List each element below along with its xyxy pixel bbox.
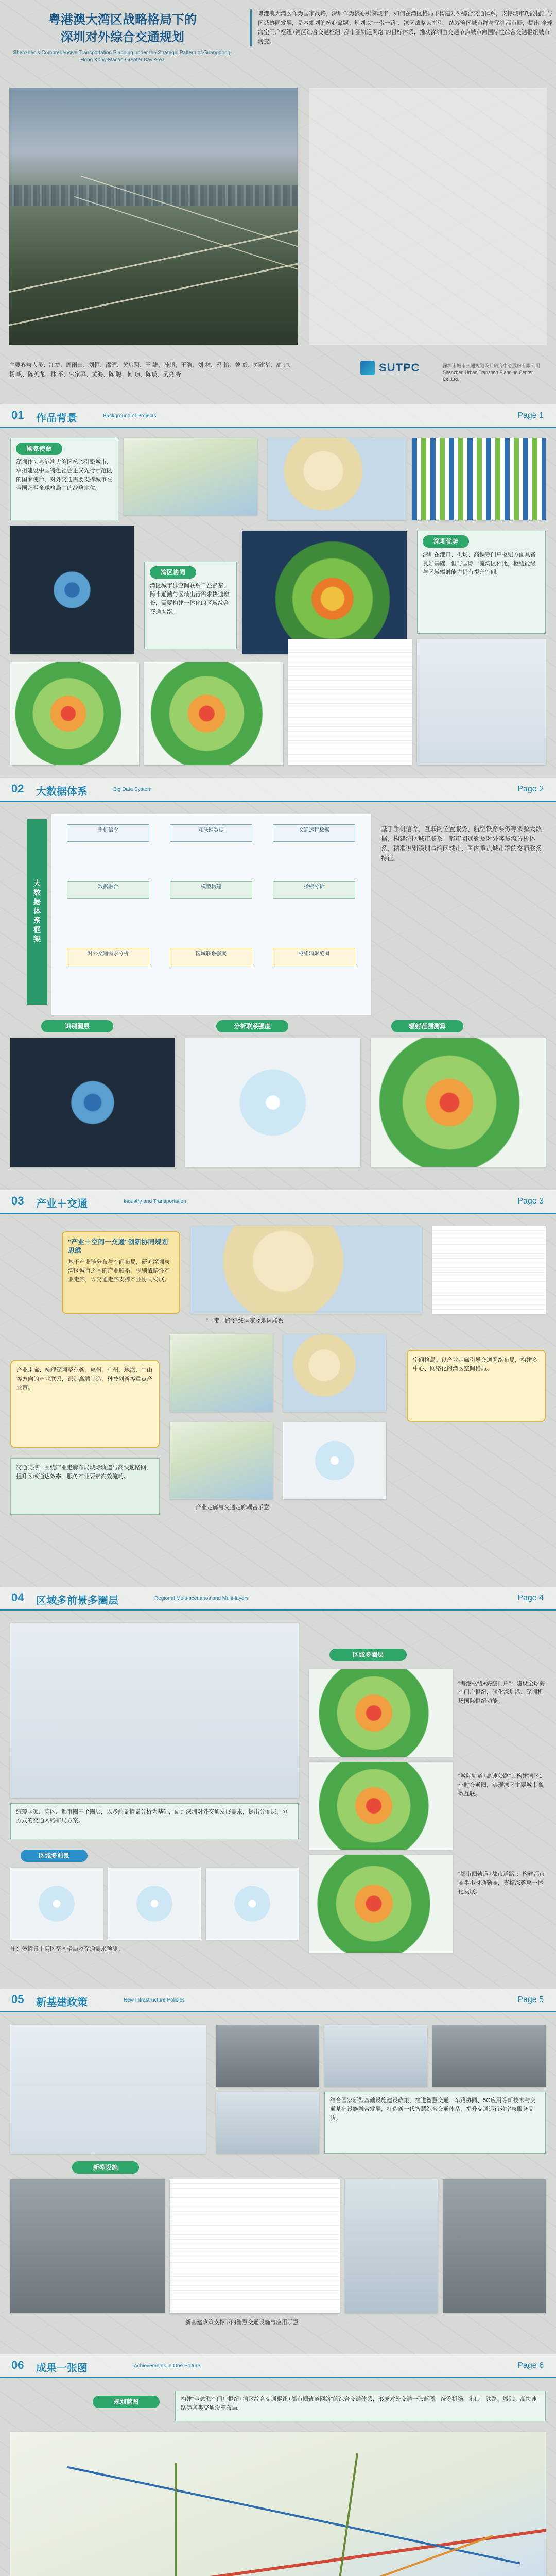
company-name: 深圳市城市交通规划设计研究中心股份有限公司 Shenzhen Urban Transport Planning Center Co.,Ltd. (443, 363, 541, 382)
section-number: 05 (11, 1993, 24, 2006)
intro-text: 粤港澳大湾区作为国家战略，深圳作为核心引擎城市，如何在湾区格局下构建对外综合交通体系，支撑城市功能提升与区域协同发展，是本规划的核心命题。规划以"一带一路"、湾区战略为指引，统筹湾区城市群与深圳都市圈，提出"全球海空门户枢纽+湾区综合交通枢纽+都市圈轨道网络"的目标体系，推动深圳由交通节点城市向国际性综合交通枢纽城市转变。 (250, 9, 554, 46)
note-corridor: 产业走廊与交通走廊耦合示意 (196, 1504, 269, 1511)
map-layer-1 (309, 1669, 453, 1757)
section-bar-04 (0, 1587, 556, 1611)
tag-bay: 湾区协同 (150, 566, 196, 579)
tag-bay-text: 湾区城市群空间联系日益紧密，跨市通勤与区域出行需求快速增长，需要构建一体化的区域综合交通网络。 (150, 583, 229, 615)
page-title-en: Shenzhen's Comprehensive Transportation Planning under the Strategic Pattern of Guangdong-Hong Kong-Macao Greater Bay Area (13, 50, 232, 63)
bg-note-city (10, 438, 118, 520)
page-title: 粤港澳大湾区战略格局下的 深圳对外综合交通规划 (48, 13, 197, 44)
blueprint-desc: 构建"全球海空门户枢纽+湾区综合交通枢纽+都市圈轨道网络"的综合交通体系，形成对外交通一张蓝图，统筹机场、港口、铁路、城际、高快速路等各类交通设施布局。 (175, 2391, 546, 2421)
photo-facility-3 (443, 2179, 546, 2313)
section-bar-05 (0, 1989, 556, 2012)
team-list (9, 361, 298, 379)
flow-source-1: 手机信令 (67, 824, 149, 842)
spatial-pattern-box: 空间格局：以产业走廊引导交通网络布局，构建多中心、网络化的湾区空间格局。 (407, 1350, 546, 1422)
section-name: 新基建政策 (36, 1997, 88, 2008)
map-density-1 (10, 662, 139, 765)
logo-icon (360, 361, 375, 375)
innovation-box (62, 1231, 180, 1314)
section-number: 02 (11, 782, 24, 795)
flow-out-1: 对外交通需求分析 (67, 948, 149, 965)
photo-infra-2 (324, 2025, 427, 2087)
flow-out-3: 枢纽辐射范围 (273, 948, 355, 965)
multi-scenario-desc: 统筹国家、湾区、都市圈三个圈层，以多前景情景分析为基础，研判深圳对外交通发展需求，提出分圈层、分方式的交通网络布局方案。 (10, 1803, 299, 1839)
section-name: 产业＋交通 (36, 1198, 88, 1210)
section-en: New Infrastructure Policies (124, 1997, 185, 2003)
map-new-infra (10, 2025, 206, 2154)
section-bar-02 (0, 778, 556, 802)
pill-radiation: 辐射范围测算 (391, 1020, 463, 1032)
trade-table (432, 1226, 546, 1314)
section-bar-03 (0, 1190, 556, 1214)
scenario-note: 注：多情景下湾区空间格局及交通需求预测。 (10, 1946, 124, 1952)
section-number: 04 (11, 1591, 24, 1604)
pill-multi-layer: 区域多圈层 (329, 1649, 407, 1661)
photo-infra-1 (216, 2025, 319, 2087)
map-industry-2 (283, 1334, 386, 1412)
flow-source-2: 互联网数据 (170, 824, 252, 842)
innovation-title: "产业＋空间一交通"创新协同规划思维 (68, 1238, 168, 1255)
logo-text: SUTPC (379, 361, 420, 374)
photo-right-panel (309, 88, 547, 345)
bg-note-bay (144, 562, 237, 649)
photo-infra-4 (216, 2092, 319, 2154)
map-layer-3 (309, 1855, 453, 1953)
innovation-text: 基于产业链分布与空间布局，研究深圳与湾区城市之间的产业联系，识别战略性产业走廊，以交通走廊支撑产业协同发展。 (68, 1259, 170, 1283)
company-logo (360, 361, 420, 375)
photo-facility-1 (10, 2179, 165, 2313)
layer-1-text: "海港枢纽+海空门户"：建设全球海空门户枢纽，强化深圳港、深圳机场国际枢纽功能。 (458, 1681, 545, 1704)
facility-diagram (170, 2179, 340, 2313)
page-label: Page 5 (517, 1995, 544, 2004)
pill-blueprint: 规划蓝图 (93, 2396, 160, 2408)
flow-step-2: 模型构建 (170, 881, 252, 899)
section-name: 大数据体系 (36, 786, 88, 798)
industry-corridor-box: 产业走廊：梳理深圳至东莞、惠州、广州、珠海、中山等方向的产业联系，识别高端制造、科技创新等重点产业带。 (10, 1360, 160, 1448)
flow-out-2: 区域联系强度 (170, 948, 252, 965)
pill-link-strength: 分析联系强度 (216, 1020, 288, 1032)
page-label: Page 2 (517, 785, 544, 793)
team-names: 主要参与人员：江捷、周雨田、刘恒、邵源、黄启翔、王 婕、孙超、王浩、刘 林、冯 怡、曾 毅、刘建华、高 帅、杨 帆、陈英龙、林 平、宋家骅、黄海、陈 聪、何 琼、陈瑛、吴亮 等 (9, 362, 295, 378)
pill-multi-scenario: 区域多前景 (21, 1850, 88, 1862)
flow-source-3: 交通运行数据 (273, 824, 355, 842)
map-industry-1 (170, 1334, 273, 1412)
title-block (9, 11, 236, 64)
bar-chart-panel (412, 438, 546, 520)
big-data-vbar: 大数据体系框架 (27, 819, 47, 1005)
map-layer-2 (309, 1762, 453, 1850)
big-data-desc: 基于手机信令、互联网位置服务、航空铁路票务等多源大数据，构建湾区城市联系、都市圈通勤及对外客货流分析体系，精准识别深圳与湾区城市、国内重点城市群的交通联系特征。 (381, 825, 542, 862)
statistics-table (288, 639, 412, 765)
caption-belt-road: "一带一路"沿线国家及地区联系 (206, 1318, 284, 1324)
section-en: Background of Projects (103, 413, 157, 419)
map-link-network (185, 1038, 360, 1167)
layer-3-text: "都市圈轨道+都市道路"：构建都市圈半小时通勤圈，支撑深莞惠一体化发展。 (458, 1871, 545, 1895)
page-label: Page 3 (517, 1197, 544, 1206)
section-number: 03 (11, 1194, 24, 1207)
page-label: Page 4 (517, 1594, 544, 1602)
pill-identify-rings: 识别圈层 (41, 1020, 113, 1032)
transport-support-box: 交通支撑：围绕产业走廊布局城际轨道与高快速路网，提升区域通达效率，服务产业要素高效流动。 (10, 1458, 160, 1515)
section-en: Industry and Transportation (124, 1199, 186, 1205)
scenario-map-2 (108, 1868, 201, 1940)
map-belt-road (190, 1226, 422, 1314)
layer-2-text: "城际轨道+高速公路"：构建湾区1小时交通圈，实现湾区主要城市高效互联。 (458, 1773, 543, 1797)
section-name: 成果一张图 (36, 2363, 88, 2374)
section-bar-01 (0, 404, 556, 428)
map-one-picture (10, 2432, 546, 2576)
photo-infra-3 (432, 2025, 546, 2087)
map-china-regions (268, 438, 407, 520)
new-infra-desc: 结合国家新型基础设施建设政策，推进智慧交通、车路协同、5G应用等新技术与交通基础设施融合发展，打造新一代智慧综合交通体系，提升交通运行效率与服务品质。 (324, 2092, 546, 2154)
section-number: 06 (11, 2359, 24, 2371)
map-night-lights (10, 526, 134, 654)
map-multi-layer (10, 1623, 299, 1798)
map-radiation-range (371, 1038, 546, 1167)
page-label: Page 1 (517, 411, 544, 420)
map-industry-4 (283, 1422, 386, 1499)
pill-new-facility: 新型设施 (72, 2161, 139, 2174)
section-en: Regional Multi-scenarios and Multi-layers (154, 1596, 249, 1601)
page-label: Page 6 (517, 2361, 544, 2370)
map-ring-identification (10, 1038, 175, 1167)
scenario-map-3 (206, 1868, 299, 1940)
flow-step-1: 数据融合 (67, 881, 149, 899)
photo-facility-2 (345, 2179, 438, 2313)
section-en: Achievements in One Picture (134, 2363, 200, 2369)
map-national-links (124, 438, 257, 515)
flow-step-3: 指标分析 (273, 881, 355, 899)
section-bar-06 (0, 2354, 556, 2378)
map-heat-bay (242, 531, 407, 654)
tag-dev: 深圳优势 (423, 535, 469, 548)
tag-city: 國家使命 (16, 443, 62, 455)
section-name: 作品背景 (36, 413, 77, 424)
map-industry-3 (170, 1422, 273, 1499)
section-name: 区域多前景多圈层 (36, 1595, 118, 1606)
tag-city-text: 深圳作为粤港澳大湾区核心引擎城市，承担建设中国特色社会主义先行示范区的国家使命，对外交通需要支撑城市在全国乃至全球格局中的战略地位。 (16, 459, 112, 492)
section-number: 01 (11, 409, 24, 421)
framework-diagram (51, 814, 371, 1015)
tag-dev-text: 深圳在港口、机场、高铁等门户枢纽方面具备良好基础，但与国际一流湾区相比，枢纽能级与区域辐射能力仍有提升空间。 (423, 552, 536, 575)
bg-note-dev (417, 531, 546, 634)
policy-document (417, 639, 546, 765)
facility-caption: 新基建政策支撑下的智慧交通设施与应用示意 (185, 2319, 299, 2326)
scenario-map-1 (10, 1868, 103, 1940)
aerial-photo (9, 88, 298, 345)
header (0, 0, 556, 397)
map-density-2 (144, 662, 283, 765)
section-en: Big Data System (113, 787, 152, 792)
